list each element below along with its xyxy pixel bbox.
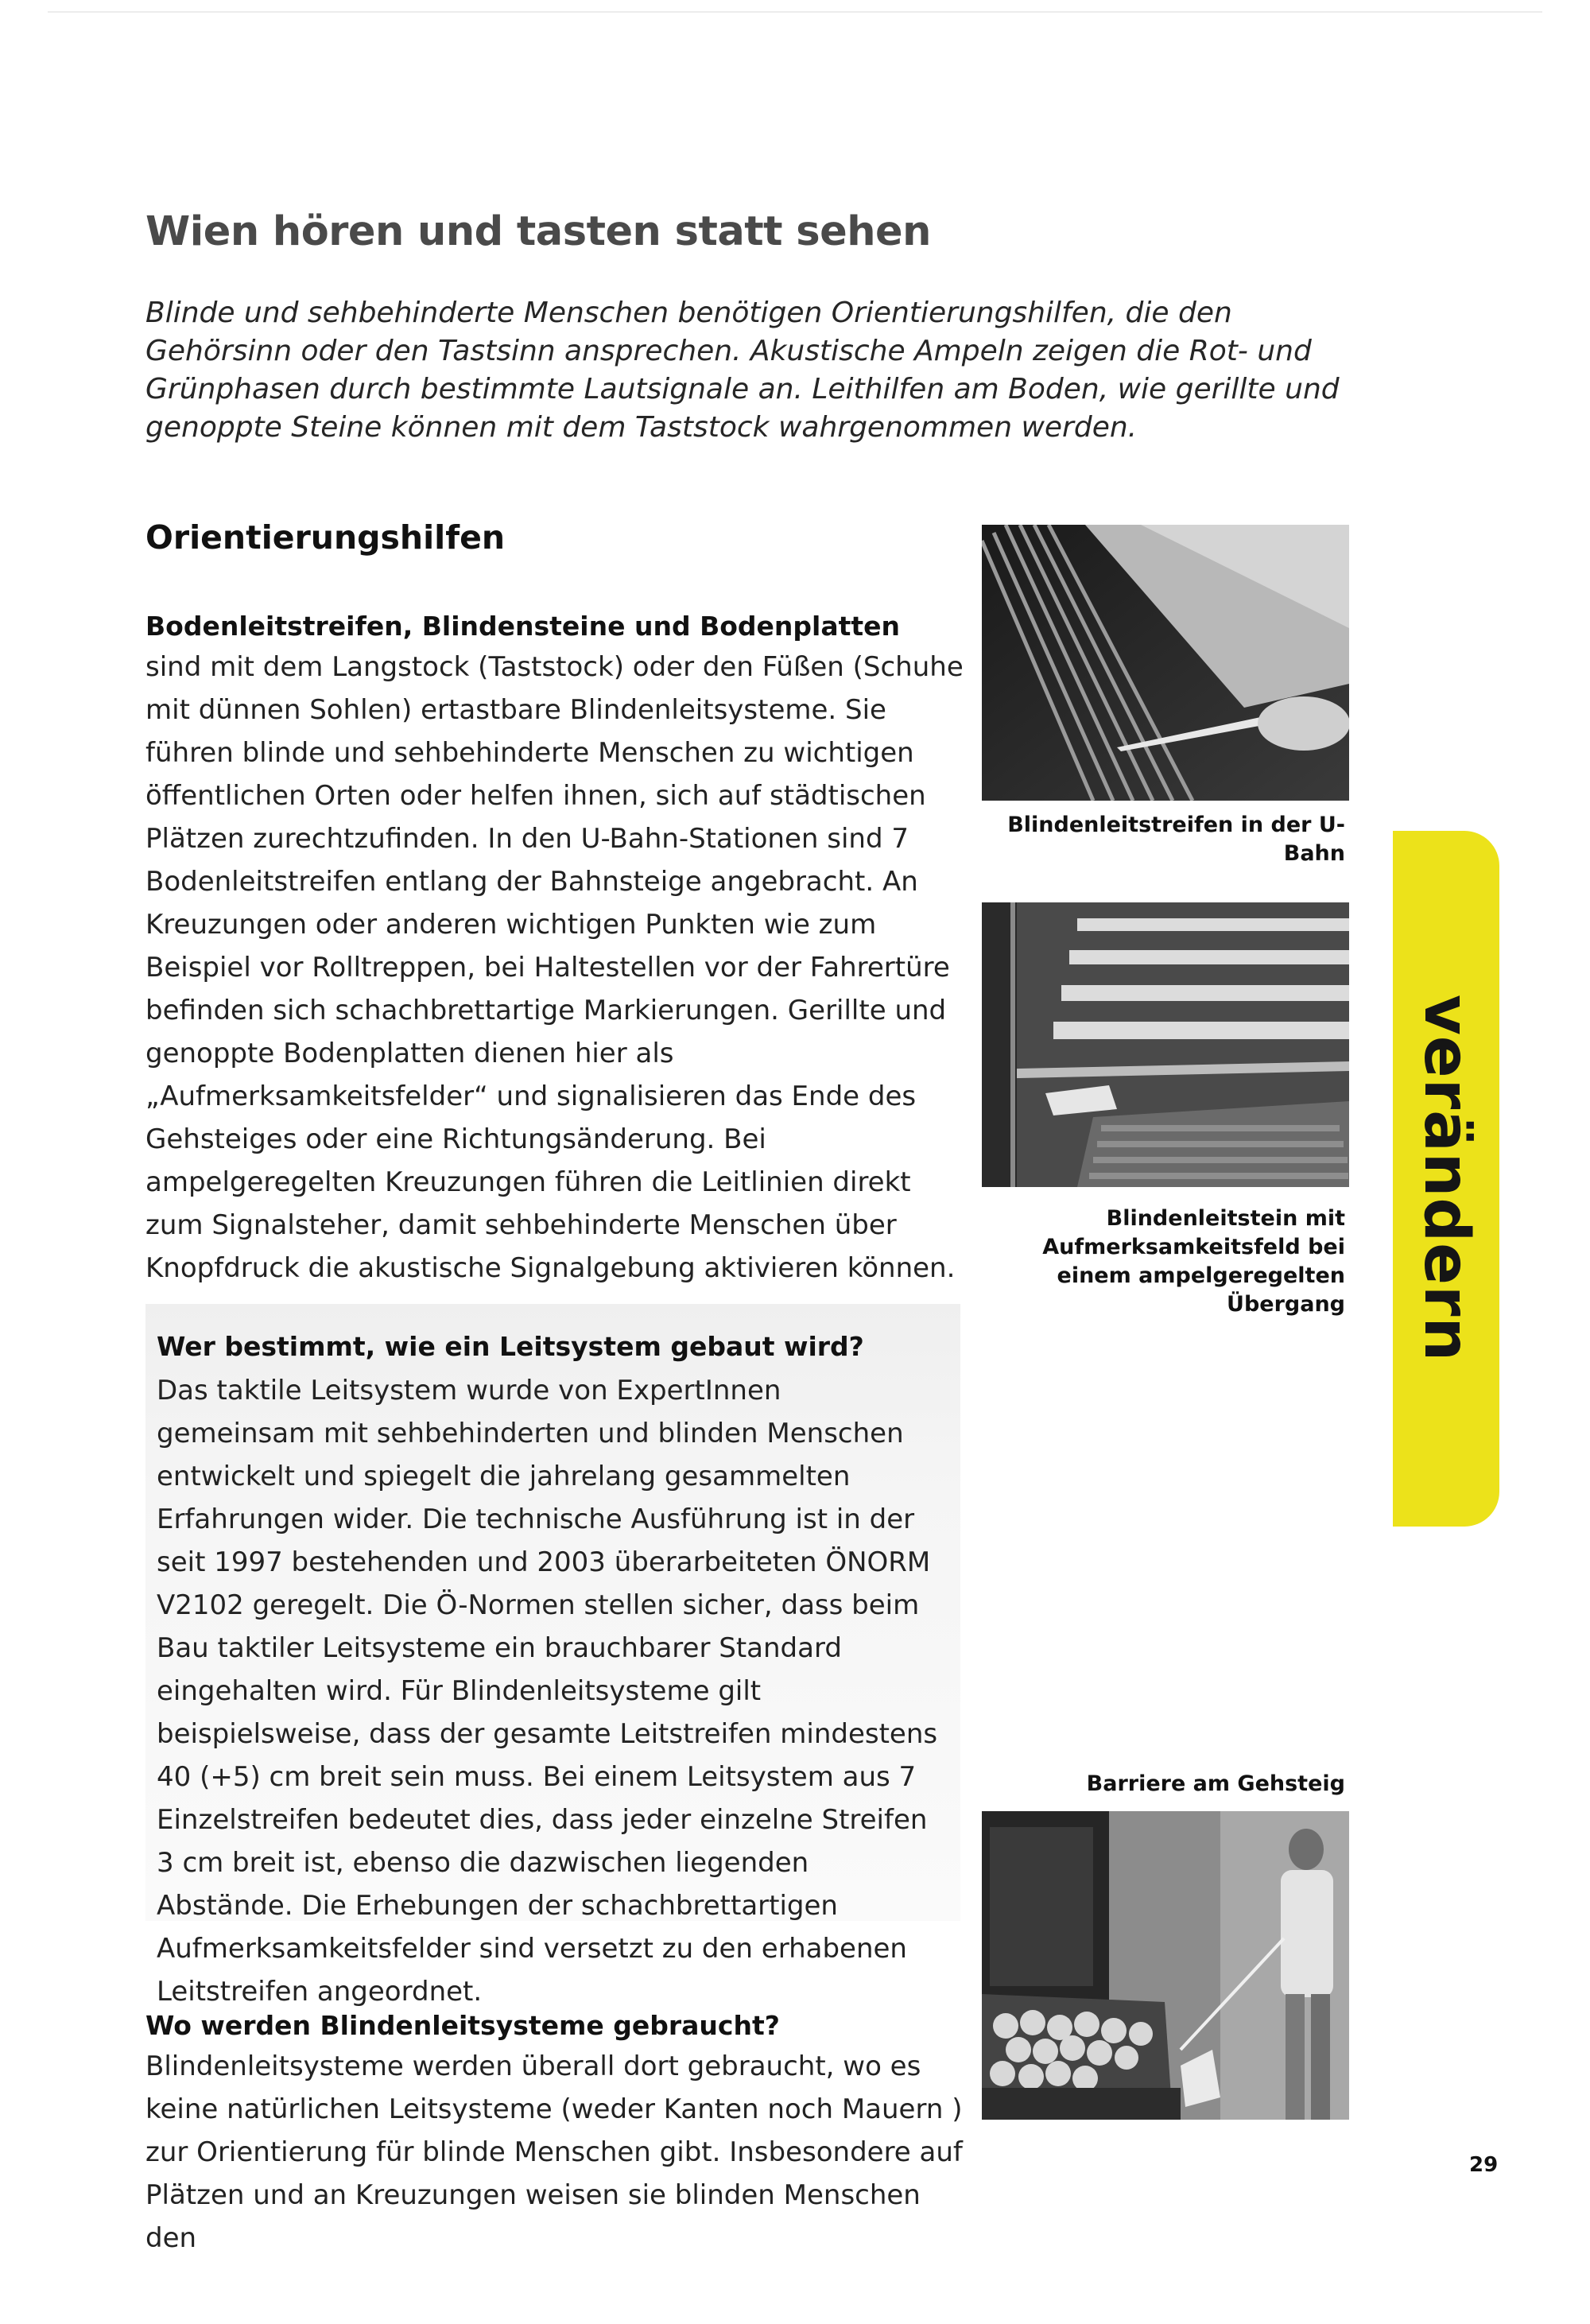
photo-sidewalk-barrier	[982, 1811, 1349, 2120]
info-box-heading: Wer bestimmt, wie ein Leitsystem gebaut wird?	[157, 1331, 864, 1362]
top-rule	[48, 11, 1542, 13]
subheading-bodenleitstreifen: Bodenleitstreifen, Blindensteine und Bodenplatten	[145, 611, 901, 642]
info-box	[145, 1304, 960, 2008]
caption-photo-3: Barriere am Gehsteig	[1086, 1771, 1345, 1796]
paragraph-wo-gebraucht: Blindenleitsysteme werden überall dort gebraucht, wo es keine natürlichen Leitsysteme (weder Kanten noch Mauern ) zur Orientierung für blinde Menschen gibt. Insbesondere auf Plätzen und an Kreuzungen weisen sie blinden Menschen den	[145, 2050, 963, 2254]
photo-subway-tactile-strip-image	[982, 525, 1349, 801]
photo-crossing-tactile-stone-image	[982, 902, 1349, 1187]
caption-photo-1: Blindenleitstreifen in der U-Bahn	[1007, 813, 1345, 866]
page-number: 29	[1469, 2153, 1499, 2177]
photo-subway-tactile-strip	[982, 525, 1349, 801]
paragraph-bodenleitstreifen: sind mit dem Langstock (Taststock) oder den Füßen (Schuhe mit dünnen Sohlen) ertastbare Blindenleitsysteme. Sie führen blinde und sehbehinderte Menschen zu wichtigen öffentlichen Orten oder helfen ihnen, sich auf städtischen Plätzen zurechtzufinden. In den U-Bahn-Stationen sind 7 Bodenleitstreifen entlang der Bahnsteige angebracht. An Kreuzungen oder anderen wichtigen Punkten wie zum Beispiel vor Rolltreppen, bei Haltestellen vor der Fahrertüre befinden sich schachbrettartige Markierungen. Gerillte und genoppte Bodenplatten dienen hier als „Aufmerksamkeitsfelder“ und signalisieren das Ende des Gehsteiges oder eine Richtungsänderung. Bei ampelgeregelten Kreuzungen führen die Leitlinien direkt zum Signalsteher, damit sehbehinderte Menschen über Knopfdruck die akustische Signalgebung aktivieren können.	[145, 651, 964, 1284]
subheading-wo-gebraucht: Wo werden Blindenleitsysteme gebraucht?	[145, 2010, 780, 2041]
side-tab-label: verändern	[1410, 994, 1482, 1363]
section-heading: Orientierungshilfen	[145, 518, 506, 557]
page-title: Wien hören und tasten statt sehen	[145, 208, 931, 255]
caption-photo-2: Blindenleitstein mit Aufmerksamkeitsfeld bei einem ampelgeregelten Übergang	[1042, 1206, 1345, 1317]
photo-sidewalk-barrier-image	[982, 1811, 1349, 2120]
photo-crossing-tactile-stone	[982, 902, 1349, 1187]
intro-paragraph: Blinde und sehbehinderte Menschen benötigen Orientierungshilfen, die den Gehörsinn oder den Tastsinn ansprechen. Akustische Ampeln zeigen die Rot- und Grünphasen durch bestimmte Lautsignale an. Leithilfen am Boden, wie gerillte und genoppte Steine können mit dem Taststock wahrgenommen werden.	[145, 297, 1340, 444]
info-box-text: Das taktile Leitsystem wurde von ExpertInnen gemeinsam mit sehbehinderten und blinden Menschen entwickelt und spiegelt die jahrelang gesammelten Erfahrungen wider. Die technische Ausführung ist in der seit 1997 bestehenden und 2003 überarbeiteten ÖNORM V2102 geregelt. Die Ö-Normen stellen sicher, dass beim Bau taktiler Leitsysteme ein brauchbarer Standard eingehalten wird. Für Blindenleitsysteme gilt beispielsweise, dass der gesamte Leitstreifen mindestens 40 (+5) cm breit sein muss. Bei einem Leitsystem aus 7 Einzelstreifen bedeutet dies, dass jeder einzelne Streifen 3 cm breit ist, ebenso die dazwischen liegenden Abstände. Die Erhebungen der schachbrettartigen Aufmerksamkeitsfelder sind versetzt zu den erhabenen Leitstreifen angeordnet.	[157, 1375, 938, 2008]
side-tab-label-wrap	[1393, 831, 1499, 1527]
